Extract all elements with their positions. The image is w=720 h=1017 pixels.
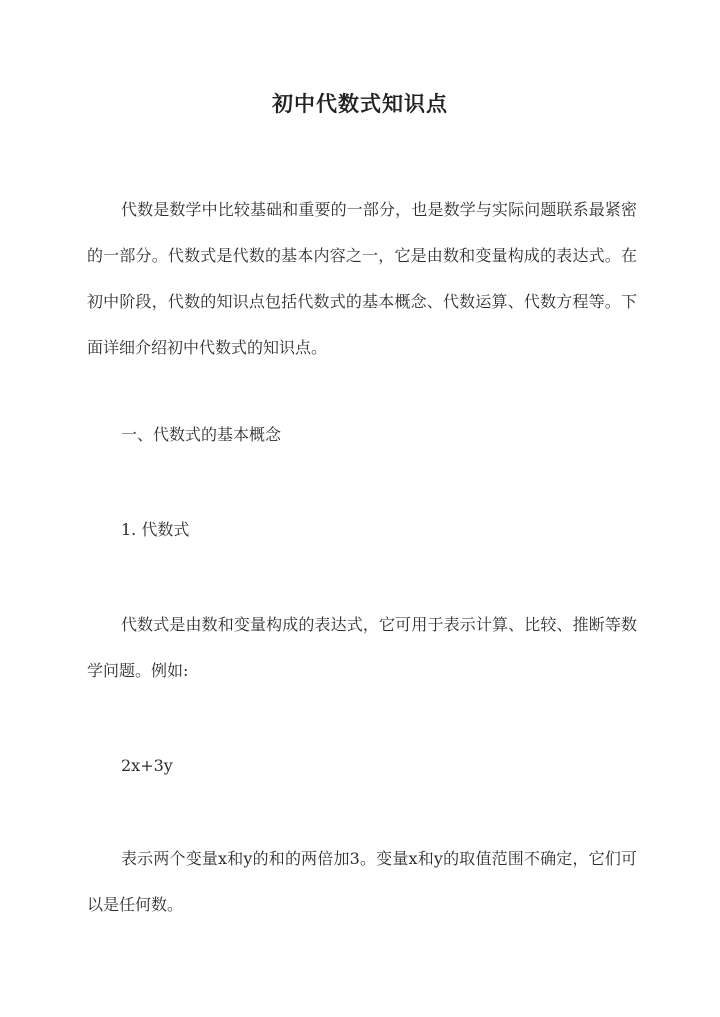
definition-paragraph: 代数式是由数和变量构成的表达式，它可用于表示计算、比较、推断等数学问题。例如: [87, 615, 637, 680]
section-heading: 一、代数式的基本概念 [121, 425, 282, 444]
subsection-heading: 1. 代数式 [121, 520, 190, 539]
intro-paragraph: 代数是数学中比较基础和重要的一部分，也是数学与实际问题联系最紧密的一部分。代数式是代数的基本内容之一，它是由数和变量构成的表达式。在初中阶段，代数的知识点包括代数式的基本概念、代数运算、代数方程等。下面详细介绍初中代数式的知识点。 [87, 200, 637, 357]
example-expression: 2x+3y [121, 756, 173, 775]
explanation-paragraph: 表示两个变量x和y的和的两倍加3。变量x和y的取值范围不确定，它们可以是任何数。 [87, 849, 637, 914]
document-title: 初中代数式知识点 [272, 91, 448, 116]
